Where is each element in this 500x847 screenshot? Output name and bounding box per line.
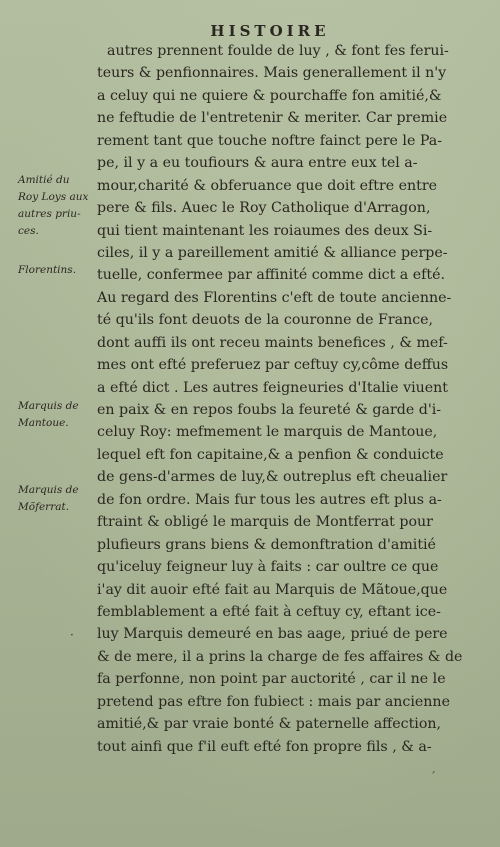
text-line: amitié,& par vraie bonté & paternelle affection,: [97, 716, 442, 733]
text-line: a celuy qui ne quiere & pourchaffe fon amitié,&: [97, 87, 442, 104]
text-line: pere & fils. Auec le Roy Catholique d'Arragon,: [97, 200, 431, 217]
text-line: celuy Roy: mefmement le marquis de Mantoue,: [97, 424, 438, 441]
text-line: fa perfonne, non point par auctorité , car il ne le: [97, 671, 446, 688]
text-line: luy Marquis demeuré en bas aage, priué de pere: [97, 626, 448, 643]
text-line: i'ay dit auoir efté fait au Marquis de Mãtoue,que: [97, 581, 448, 598]
paper-speck: ·: [70, 628, 74, 642]
text-line: teurs & penfionnaires. Mais generallement il n'y: [97, 65, 447, 82]
margin-note-amitie: [18, 172, 88, 240]
text-line: lequel eft fon capitaine,& a penfion & conduicte: [97, 446, 444, 463]
margin-note-line: autres priu-: [18, 208, 81, 220]
text-line: plufieurs grans biens & demonftration d'amitié: [97, 536, 436, 553]
margin-note-mantoue: [18, 398, 79, 432]
running-head: HISTOIRE: [210, 22, 330, 40]
text-line: & de mere, il a prins la charge de fes affaires & de: [97, 648, 463, 665]
margin-note-florentins: [18, 262, 76, 279]
margin-note-line: Marquis de: [18, 400, 79, 412]
paper-speck: ˊ: [430, 770, 436, 784]
text-line: qui tient maintenant les roiaumes des deux Si-: [97, 222, 433, 239]
text-line: en paix & en repos foubs la feureté & garde d'i-: [97, 402, 442, 418]
margin-note-montferrat: [18, 482, 79, 516]
text-line: a efté dict . Les autres feigneuries d'Italie viuent: [97, 379, 448, 396]
text-line: ftraint & obligé le marquis de Montferrat pour: [97, 514, 433, 531]
text-line: ciles, il y a pareillement amitié & alliance perpe-: [97, 244, 448, 261]
text-line: ne feftudie de l'entretenir & meriter. Car premie: [97, 110, 448, 127]
text-line: de fon ordre. Mais fur tous les autres eft plus a-: [97, 491, 442, 508]
margin-note-line: Mõferrat.: [18, 501, 70, 513]
text-line: Au regard des Florentins c'eft de toute ancienne-: [97, 289, 452, 306]
text-line: mes ont efté preferuez par ceftuy cy,côme deffus: [97, 357, 449, 374]
text-line: qu'iceluy feigneur luy à faits : car oultre ce que: [97, 559, 439, 576]
text-line: femblablement a efté fait à ceftuy cy, eftant ice-: [97, 603, 441, 620]
text-line: de gens-d'armes de luy,& outreplus eft cheualier: [97, 469, 448, 486]
body-text: [97, 40, 462, 758]
text-line: autres prennent foulde de luy , & font fes ferui-: [107, 43, 449, 59]
text-line: pe, il y a eu toufiours & aura entre eux tel a-: [97, 155, 418, 172]
text-line: mour,charité & obferuance que doit eftre entre: [97, 177, 438, 194]
margin-note-line: Amitié du: [18, 174, 70, 186]
text-line: pretend pas eftre fon fubiect : mais par ancienne: [97, 693, 450, 710]
text-line: dont auffi ils ont receu maints benefices , & mef-: [97, 334, 448, 351]
margin-note-line: ces.: [18, 225, 39, 237]
margin-note-line: Roy Loys aux: [18, 191, 89, 203]
text-line: tuelle, confermee par affinité comme dict a efté.: [97, 267, 446, 284]
margin-note-line: Marquis de: [18, 484, 79, 496]
margin-note-line: Florentins.: [18, 264, 77, 276]
text-line: rement tant que touche noftre fainct pere le Pa-: [97, 132, 443, 149]
text-line: té qu'ils font deuots de la couronne de France,: [97, 312, 434, 329]
text-line: tout ainfi que f'il euft efté fon propre fils , & a-: [97, 738, 432, 755]
margin-note-line: Mantoue.: [18, 417, 69, 429]
